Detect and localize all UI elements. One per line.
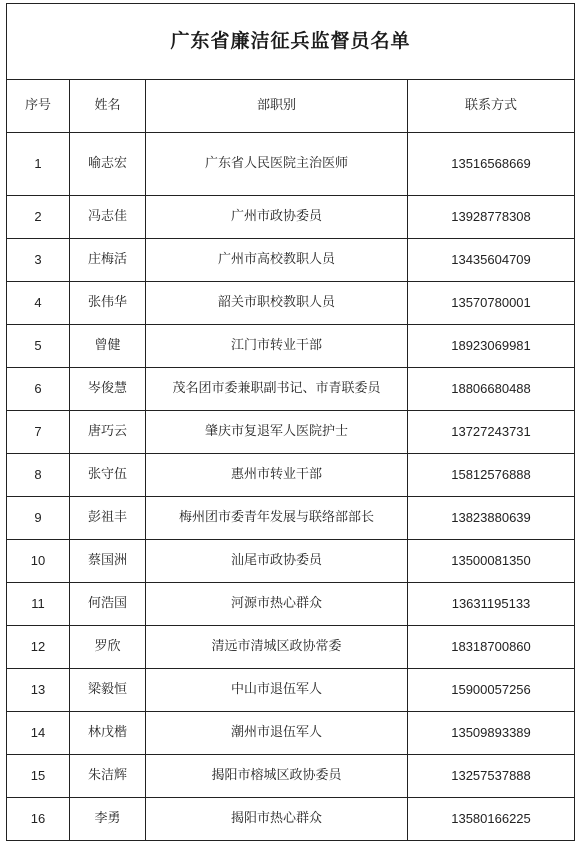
header-row bbox=[7, 80, 575, 133]
cell-contact: 13570780001 bbox=[408, 282, 575, 325]
cell-name: 曾健 bbox=[70, 325, 146, 368]
cell-name: 彭祖丰 bbox=[70, 497, 146, 540]
cell-department: 汕尾市政协委员 bbox=[146, 540, 408, 583]
table-row bbox=[7, 133, 575, 196]
cell-contact: 13580166225 bbox=[408, 798, 575, 841]
cell-name: 林戊楷 bbox=[70, 712, 146, 755]
table-row bbox=[7, 540, 575, 583]
cell-index: 7 bbox=[7, 411, 70, 454]
cell-index: 3 bbox=[7, 239, 70, 282]
cell-contact: 18318700860 bbox=[408, 626, 575, 669]
cell-contact: 13516568669 bbox=[408, 133, 575, 196]
cell-name: 庄梅活 bbox=[70, 239, 146, 282]
cell-contact: 13509893389 bbox=[408, 712, 575, 755]
cell-index: 4 bbox=[7, 282, 70, 325]
table-row bbox=[7, 712, 575, 755]
table-row bbox=[7, 282, 575, 325]
cell-index: 10 bbox=[7, 540, 70, 583]
cell-index: 1 bbox=[7, 133, 70, 196]
cell-contact: 13435604709 bbox=[408, 239, 575, 282]
header-index: 序号 bbox=[7, 80, 70, 133]
table-row bbox=[7, 669, 575, 712]
table-row bbox=[7, 411, 575, 454]
cell-index: 6 bbox=[7, 368, 70, 411]
header-name: 姓名 bbox=[70, 80, 146, 133]
cell-name: 喻志宏 bbox=[70, 133, 146, 196]
table-row bbox=[7, 325, 575, 368]
cell-department: 广州市高校教职人员 bbox=[146, 239, 408, 282]
table-body bbox=[7, 133, 575, 841]
table-row bbox=[7, 196, 575, 239]
cell-name: 冯志佳 bbox=[70, 196, 146, 239]
table-row bbox=[7, 798, 575, 841]
table-row bbox=[7, 583, 575, 626]
cell-contact: 18806680488 bbox=[408, 368, 575, 411]
header-contact: 联系方式 bbox=[408, 80, 575, 133]
cell-name: 岑俊慧 bbox=[70, 368, 146, 411]
cell-contact: 15812576888 bbox=[408, 454, 575, 497]
table-row bbox=[7, 454, 575, 497]
cell-department: 江门市转业干部 bbox=[146, 325, 408, 368]
table-row bbox=[7, 497, 575, 540]
cell-department: 揭阳市热心群众 bbox=[146, 798, 408, 841]
title-row bbox=[7, 4, 575, 80]
cell-index: 8 bbox=[7, 454, 70, 497]
table-row bbox=[7, 626, 575, 669]
table-row bbox=[7, 239, 575, 282]
cell-contact: 13823880639 bbox=[408, 497, 575, 540]
cell-department: 揭阳市榕城区政协委员 bbox=[146, 755, 408, 798]
cell-department: 梅州团市委青年发展与联络部部长 bbox=[146, 497, 408, 540]
header-department: 部职别 bbox=[146, 80, 408, 133]
cell-contact: 18923069981 bbox=[408, 325, 575, 368]
cell-contact: 13631195133 bbox=[408, 583, 575, 626]
cell-contact: 13727243731 bbox=[408, 411, 575, 454]
cell-department: 惠州市转业干部 bbox=[146, 454, 408, 497]
cell-name: 张守伍 bbox=[70, 454, 146, 497]
cell-department: 清远市清城区政协常委 bbox=[146, 626, 408, 669]
cell-index: 13 bbox=[7, 669, 70, 712]
table-title: 广东省廉洁征兵监督员名单 bbox=[7, 4, 575, 80]
cell-index: 5 bbox=[7, 325, 70, 368]
cell-name: 梁毅恒 bbox=[70, 669, 146, 712]
cell-department: 潮州市退伍军人 bbox=[146, 712, 408, 755]
cell-contact: 13257537888 bbox=[408, 755, 575, 798]
cell-department: 茂名团市委兼职副书记、市青联委员 bbox=[146, 368, 408, 411]
cell-department: 河源市热心群众 bbox=[146, 583, 408, 626]
cell-department: 广东省人民医院主治医师 bbox=[146, 133, 408, 196]
cell-index: 15 bbox=[7, 755, 70, 798]
cell-name: 何浩国 bbox=[70, 583, 146, 626]
cell-index: 9 bbox=[7, 497, 70, 540]
cell-contact: 15900057256 bbox=[408, 669, 575, 712]
cell-department: 肇庆市复退军人医院护士 bbox=[146, 411, 408, 454]
cell-department: 中山市退伍军人 bbox=[146, 669, 408, 712]
table-row bbox=[7, 755, 575, 798]
cell-index: 2 bbox=[7, 196, 70, 239]
cell-contact: 13928778308 bbox=[408, 196, 575, 239]
cell-contact: 13500081350 bbox=[408, 540, 575, 583]
cell-name: 罗欣 bbox=[70, 626, 146, 669]
table-row bbox=[7, 368, 575, 411]
cell-name: 朱洁辉 bbox=[70, 755, 146, 798]
cell-name: 唐巧云 bbox=[70, 411, 146, 454]
cell-name: 蔡国洲 bbox=[70, 540, 146, 583]
cell-index: 16 bbox=[7, 798, 70, 841]
cell-department: 韶关市职校教职人员 bbox=[146, 282, 408, 325]
cell-department: 广州市政协委员 bbox=[146, 196, 408, 239]
cell-name: 张伟华 bbox=[70, 282, 146, 325]
cell-name: 李勇 bbox=[70, 798, 146, 841]
cell-index: 14 bbox=[7, 712, 70, 755]
cell-index: 11 bbox=[7, 583, 70, 626]
cell-index: 12 bbox=[7, 626, 70, 669]
supervisor-table bbox=[6, 3, 575, 841]
